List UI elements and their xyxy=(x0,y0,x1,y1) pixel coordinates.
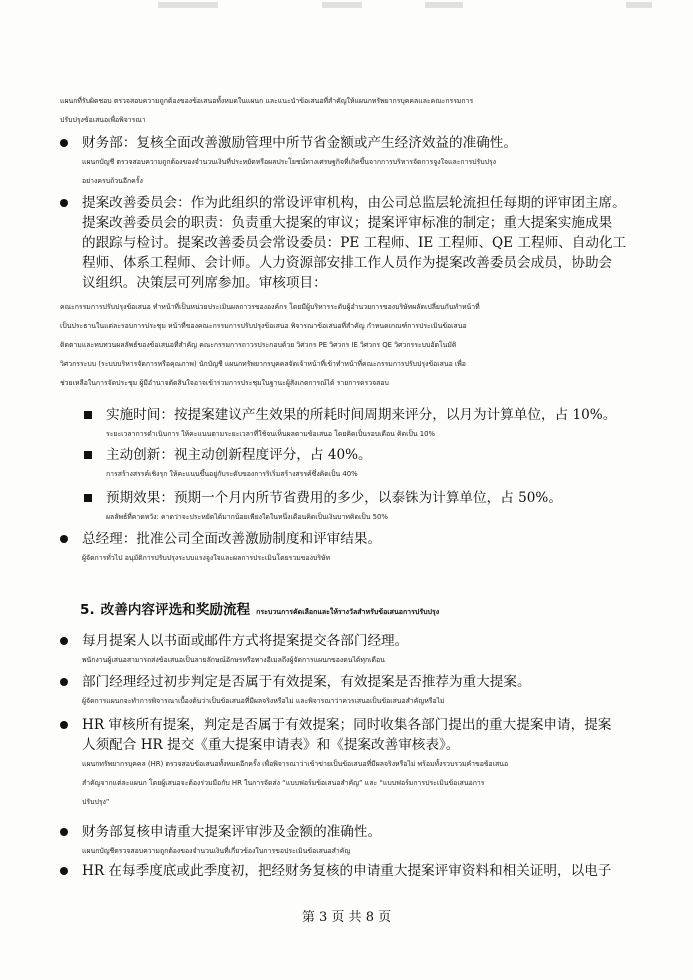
thai-line: ผลลัพธ์ที่คาดหวัง: คาดว่าจะประหยัดได้มากน้อยเพียงใดในหนึ่งเดือนคิดเป็นเงินบาทคิดเป็น 50% xyxy=(106,513,388,521)
chinese-line: 的跟踪与检讨。提案改善委员会常设委员：PE 工程师、IE 工程师、QE 工程师、自动化工 xyxy=(82,235,627,251)
chinese-line: 总经理：批准公司全面改善激励制度和评审结果。 xyxy=(82,531,382,547)
chinese-line: 预期效果：预期一个月内所节省费用的多少，以泰铢为计算单位，占 50%。 xyxy=(106,490,562,506)
bullet-icon xyxy=(60,535,68,543)
chinese-line: 财务部复核申请重大提案评审涉及金额的准确性。 xyxy=(82,824,382,840)
thai-line: คณะกรรมการปรับปรุงข้อเสนอ ทำหน้าที่เป็นหน่วยประเมินผลถาวรขององค์กร โดยมีผู้บริหารระดับผู้อำนวยการของบริษัทผลัดเปลี่ยนกันทำหน้าที่ xyxy=(60,303,480,311)
bullet-icon xyxy=(60,867,68,875)
section-5-heading xyxy=(80,598,645,618)
chinese-line: 主动创新：视主动创新程度评分，占 40%。 xyxy=(106,447,372,463)
scan-artifact xyxy=(626,2,652,8)
chinese-line: 议组织。决策层可列席参加。审核项目： xyxy=(82,275,327,291)
thai-line: ปรับปรุงข้อเสนอเพื่อพิจารณา xyxy=(60,116,146,124)
chinese-line: 每月提案人以书面或邮件方式将提案提交各部门经理。 xyxy=(82,633,409,649)
thai-line: ช่วยเหลือในการจัดประชุม ผู้มีอำนาจตัดสินใจอาจเข้าร่วมการประชุมในฐานะผู้สังเกตการณ์ได้ รายการตรวจสอบ xyxy=(60,379,389,387)
section-number: 5. xyxy=(80,602,95,618)
thai-line: แผนกที่รับผิดชอบ ตรวจสอบความถูกต้องของข้อเสนอทั้งหมดในแผนก และแนะนำข้อเสนอที่สำคัญให้แผนกทรัพยากรบุคคลและคณะกรรมการ xyxy=(60,97,474,105)
thai-line: แผนกบัญชี ตรวจสอบความถูกต้องของจำนวนเงินที่ประหยัดหรือผลประโยชน์ทางเศรษฐกิจที่เกิดขึ้นจากการบริหารจัดการจูงใจและการปรับปรุง xyxy=(82,158,497,166)
chinese-line: 财务部：复核全面改善激励管理中所节省金额或产生经济效益的准确性。 xyxy=(82,135,517,151)
thai-line: ปรับปรุง” xyxy=(82,798,110,806)
thai-line: ติดตามและทบทวนผลลัพธ์ของข้อเสนอที่สำคัญ คณะกรรมการถาวรประกอบด้วย วิศวกร PE วิศวกร IE วิศวกร QE วิศวกรระบบอัตโนมัติ xyxy=(60,341,457,349)
department-responsibility-note xyxy=(60,92,645,130)
chinese-line: 程师、体系工程师、会计师。人力资源部安排工作人员作为提案改善委员会成员，协助会 xyxy=(82,255,613,271)
bullet-icon xyxy=(60,678,68,686)
thai-line: พนักงานผู้เสนอสามารถส่งข้อเสนอเป็นลายลักษณ์อักษรหรือทางอีเมลถึงผู้จัดการแผนกของตนได้ทุกเดือน xyxy=(82,656,385,664)
bullet-icon xyxy=(60,199,68,207)
square-bullet-icon xyxy=(84,494,92,502)
page-number: 第 3 页 共 8 页 xyxy=(301,910,392,925)
thai-line: เป็นประธานในแต่ละรอบการประชุม หน้าที่ของคณะกรรมการปรับปรุงข้อเสนอ พิจารณาข้อเสนอที่สำคัญ กำหนดเกณฑ์การประเมินข้อเสนอ xyxy=(60,322,467,330)
chinese-line: 提案改善委员会的职责：负责重大提案的审议；提案评审标准的制定；重大提案实施成果 xyxy=(82,215,613,231)
square-bullet-icon xyxy=(84,411,92,419)
bullet-icon xyxy=(60,721,68,729)
bullet-icon xyxy=(60,637,68,645)
chinese-line: 部门经理经过初步判定是否属于有效提案，有效提案是否推荐为重大提案。 xyxy=(82,674,531,690)
chinese-line: 人须配合 HR 提交《重大提案申请表》和《提案改善审核表》。 xyxy=(82,737,460,753)
chinese-line: HR 审核所有提案，判定是否属于有效提案；同时收集各部门提出的重大提案申请，提案 xyxy=(82,717,612,733)
committee-thai-translation xyxy=(60,298,645,393)
thai-line: แผนกทรัพยากรบุคคล (HR) ตรวจสอบข้อเสนอทั้งหมดอีกครั้ง เพื่อพิจารณาว่าเข้าข่ายเป็นข้อเสนอที่มีผลจริงหรือไม่ พร้อมทั้งรวบรวมคำขอข้อเสนอ xyxy=(82,760,509,768)
thai-line: แผนกบัญชีตรวจสอบความถูกต้องของจำนวนเงินที่เกี่ยวข้องในการขอประเมินข้อเสนอสำคัญ xyxy=(82,847,351,855)
section-title-chinese: 改善内容评选和奖励流程 xyxy=(100,602,251,618)
chinese-line: 提案改善委员会：作为此组织的常设评审机构，由公司总监层轮流担任每期的评审团主席。 xyxy=(82,195,626,211)
thai-line: อย่างครบถ้วนอีกครั้ง xyxy=(82,177,143,185)
thai-line: สำคัญจากแต่ละแผนก โดยผู้เสนอจะต้องร่วมมือกับ HR ในการจัดส่ง “แบบฟอร์มข้อเสนอสำคัญ” และ “แบบฟอร์มการประเมินข้อเสนอการ xyxy=(82,779,485,787)
chinese-line: 实施时间：按提案建议产生效果的所耗时间周期来评分，以月为计算单位，占 10%。 xyxy=(106,407,617,423)
thai-line: ระยะเวลาการดำเนินการ ให้คะแนนตามระยะเวลาที่ใช้จนเห็นผลตามข้อเสนอ โดยคิดเป็นรอบเดือน คิดเป็น 10% xyxy=(106,430,436,438)
scan-artifact xyxy=(322,2,362,8)
thai-line: วิศวกรระบบ (ระบบบริหารจัดการหรือคุณภาพ) นักบัญชี แผนกทรัพยากรบุคคลจัดเจ้าหน้าที่เข้าทำหน้าที่คณะกรรมการปรับปรุงข้อเสนอ เพื่อ xyxy=(60,360,466,368)
thai-line: ผู้จัดการทั่วไป อนุมัติการปรับปรุงระบบแรงจูงใจและผลการประเมินโดยรวมของบริษัท xyxy=(82,554,331,562)
thai-line: ผู้จัดการแผนกจะทำการพิจารณาเบื้องต้นว่าเป็นข้อเสนอที่มีผลจริงหรือไม่ และพิจารณาว่าควรเสนอเป็นข้อเสนอสำคัญหรือไม่ xyxy=(82,697,445,705)
bullet-icon xyxy=(60,139,68,147)
section-title-thai: กระบวนการคัดเลือกและให้รางวัลสำหรับข้อเสนอการปรับปรุง xyxy=(256,608,440,616)
square-bullet-icon xyxy=(84,451,92,459)
chinese-line: HR 在每季度底或此季度初，把经财务复核的申请重大提案评审资料和相关证明，以电子 xyxy=(82,863,612,879)
thai-line: การสร้างสรรค์เชิงรุก ให้คะแนนขึ้นอยู่กับระดับของการริเริ่มสร้างสรรค์ซึ่งคิดเป็น 40% xyxy=(106,470,358,478)
scan-artifact xyxy=(425,2,463,8)
bullet-icon xyxy=(60,828,68,836)
scan-artifact xyxy=(158,2,218,8)
